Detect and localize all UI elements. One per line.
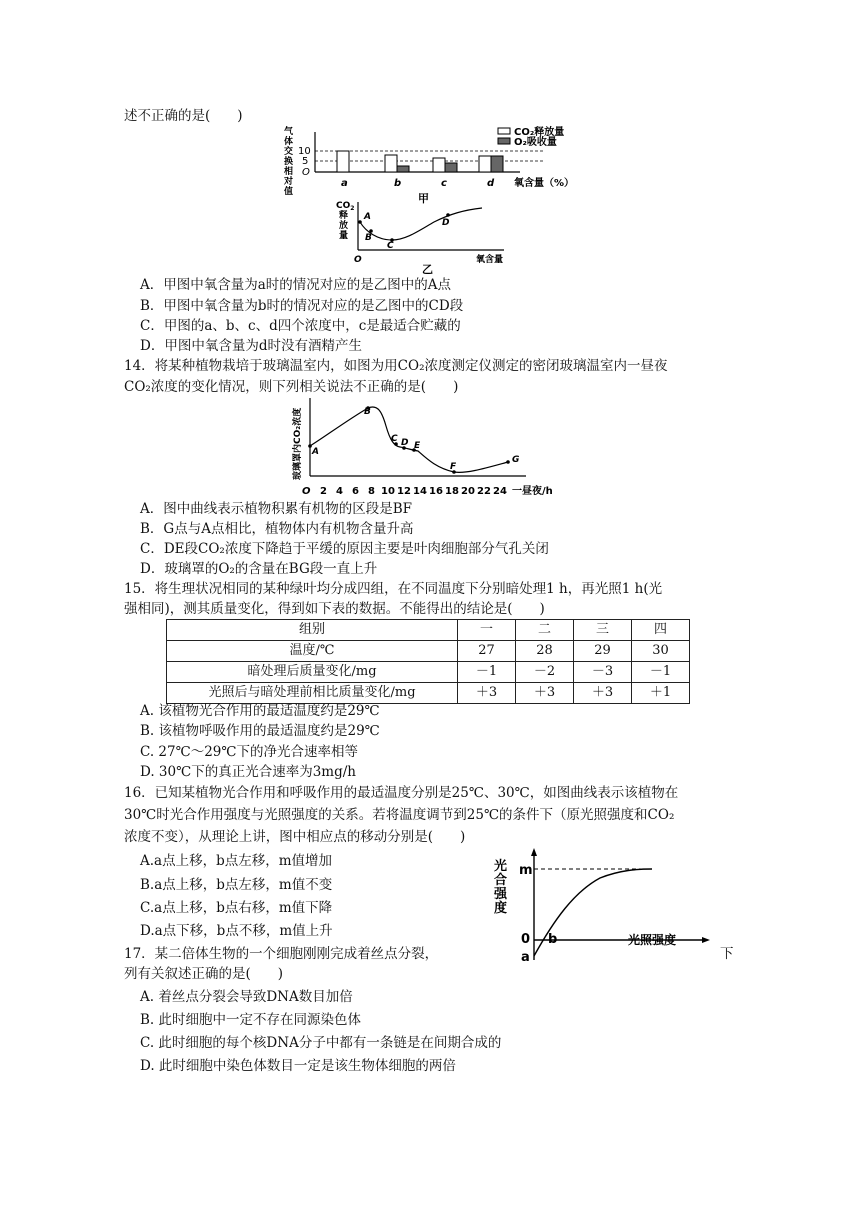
jia-tick-0: O [302,167,310,178]
q14-line1: 14．将某种植物栽培于玻璃温室内，如图为用CO₂浓度测定仪测定的密闭玻璃温室内一昼夜 [124,358,668,374]
svg-text:10: 10 [381,486,395,497]
q16-option-c: C.a点上移，b点右移，m值下降 [140,900,333,916]
q14-line2: CO₂浓度的变化情况，则下列相关说法不正确的是( ) [124,379,459,395]
q15-option-a: A. 该植物光合作用的最适温度约是29℃ [140,703,380,719]
q16-option-d: D.a点下移，b点不移，m值上升 [140,923,333,939]
svg-text:16: 16 [429,486,443,497]
table-cell: －1 [632,662,690,683]
q14-ylabel: 玻璃罩内CO₂浓度 [293,407,303,480]
jia-ylabel: 气体交换相对值 [284,127,294,197]
jia-legend-o2: O₂吸收量 [514,137,557,148]
q14-option-c: C．DE段CO₂浓度下降趋于平缓的原因主要是叶肉细胞部分气孔关闭 [140,541,549,557]
svg-text:释: 释 [339,211,349,221]
q14-option-a: A．图中曲线表示植物积累有机物的区段是BF [140,501,413,517]
q13-option-d: D．甲图中氧含量为d时没有酒精产生 [140,338,362,354]
figure-q16 [492,848,712,964]
table-cell: 二 [516,620,574,641]
jia-cat-a: a [341,178,348,189]
figure-q14 [286,396,576,500]
yi-origin: O [354,255,362,265]
table-cell: 29 [574,641,632,662]
q17-line2: 列有关叙述正确的是( ) [124,966,284,982]
jia-bar-d-o2 [491,156,503,172]
yi-point-A: A [364,212,371,222]
figure-yi [334,200,524,274]
jia-caption: 甲 [418,192,429,205]
svg-text:22: 22 [477,486,491,497]
table-cell: 组别 [167,620,458,641]
jia-tick-10: 10 [298,146,311,157]
table-cell: ＋3 [574,683,632,704]
q15-option-d: D. 30℃下的真正光合速率为3mg/h [140,764,356,780]
table-row [167,620,690,641]
svg-text:20: 20 [461,486,475,497]
q16-ylabel-4: 度 [494,901,508,916]
svg-text:8: 8 [368,486,375,497]
q14-point-G: G [512,455,520,465]
q15-line2: 强相同)，测其质量变化，得到如下表的数据。不能得出的结论是( ) [124,601,545,617]
jia-bar-b-o2 [397,166,409,172]
svg-text:CO2: $CO_2$ [336,201,355,212]
q13-option-c: C．甲图的a、b、c、d四个浓度中，c是最适合贮藏的 [140,318,461,334]
q16-label-b: b [548,932,558,947]
svg-text:12: 12 [397,486,411,497]
table-cell: 光照后与暗处理前相比质量变化/mg [167,683,458,704]
table-row [167,641,690,662]
yi-point-C: C [387,241,394,251]
q16-option-a: A.a点上移，b点左移，m值增加 [140,853,333,869]
yi-caption: 乙 [422,263,433,276]
jia-legend-co2: CO₂释放量 [514,127,565,138]
table-cell: 一 [458,620,516,641]
q16-line1: 16．已知某植物光合作用和呼吸作用的最适温度分别是25℃、30℃，如图曲线表示该植物在 [124,785,679,801]
table-cell: 28 [516,641,574,662]
q16-option-b: B.a点上移，b点左移，m值不变 [140,877,333,893]
q14-origin: O [302,486,311,497]
svg-text:4: 4 [336,486,343,497]
q17-line1-end: 下 [720,946,734,962]
table-cell: －3 [574,662,632,683]
q16-line2: 30℃时光合作用强度与光照强度的关系。若将温度调节到25℃的条件下（原光照强度和CO₂ [124,807,675,823]
q16-label-m: m [519,863,533,878]
q14-option-b: B．G点与A点相比，植物体内有机物含量升高 [140,521,414,537]
q14-point-A: A [312,447,319,457]
q16-ylabel-3: 强 [494,887,508,902]
yi-point-D: D [442,218,450,228]
q16-ylabel-1: 光 [494,859,508,874]
q14-point-B: B [364,407,371,417]
table-cell: －2 [516,662,574,683]
table-cell: 三 [574,620,632,641]
svg-text:2: 2 [320,486,327,497]
q16-xlabel: 光照强度 [628,933,677,947]
jia-tick-5: 5 [302,156,309,167]
table-cell: ＋3 [458,683,516,704]
q15-table [166,619,690,704]
svg-text:量: 量 [339,231,349,241]
table-cell: 27 [458,641,516,662]
svg-text:6: 6 [352,486,359,497]
yi-xlabel: 氧含量 [476,255,504,265]
q14-point-E: E [414,441,421,451]
yi-point-B: B [365,233,372,243]
jia-bar-a-co2 [337,151,349,172]
table-cell: －1 [458,662,516,683]
q14-option-d: D．玻璃罩的O₂的含量在BG段一直上升 [140,561,378,577]
q16-label-a: a [521,950,530,965]
svg-text:14: 14 [413,486,427,497]
table-cell: ＋3 [516,683,574,704]
jia-cat-b: b [394,178,402,189]
q13-option-b: B．甲图中氧含量为b时的情况对应的是乙图中的CD段 [140,298,464,314]
q16-ylabel-2: 合 [494,873,508,888]
jia-bar-c-o2 [445,163,457,172]
table-row [167,662,690,683]
q14-point-D: D [401,438,409,448]
q17-option-d: D. 此时细胞中染色体数目一定是该生物体细胞的两倍 [140,1058,456,1074]
table-cell: ＋1 [632,683,690,704]
figure-jia [280,124,610,204]
jia-bar-c-co2 [433,158,445,172]
q14-point-F: F [450,462,457,472]
q13-option-a: A．甲图中氧含量为a时的情况对应的是乙图中的A点 [140,277,452,293]
table-cell: 温度/℃ [167,641,458,662]
q15-option-b: B. 该植物呼吸作用的最适温度约是29℃ [140,723,380,739]
q17-option-a: A. 着丝点分裂会导致DNA数目加倍 [140,989,353,1005]
q14-point-C: C [391,434,398,444]
svg-text:放: 放 [339,221,349,231]
q16-line3: 浓度不变），从理论上讲，图中相应点的移动分别是( ) [124,829,466,845]
q17-option-b: B. 此时细胞中一定不存在同源染色体 [140,1012,362,1028]
table-cell: 30 [632,641,690,662]
table-cell: 暗处理后质量变化/mg [167,662,458,683]
q13-stem-end: 述不正确的是( ) [124,108,243,124]
svg-text:24: 24 [493,486,507,497]
jia-cat-d: d [487,178,495,189]
jia-cat-c: c [441,178,447,189]
q14-xlabel: 一昼夜/h [512,486,553,497]
q17-line1: 17．某二倍体生物的一个细胞刚刚完成着丝点分裂， [124,946,439,962]
table-cell: 四 [632,620,690,641]
jia-bar-b-co2 [385,155,397,172]
q16-label-0: 0 [521,932,531,947]
jia-xlabel: 氧含量（%） [514,178,575,189]
q17-option-c: C. 此时细胞的每个核DNA分子中都有一条链是在间期合成的 [140,1035,502,1051]
q15-option-c: C. 27℃～29℃下的净光合速率相等 [140,744,358,760]
jia-bar-d-co2 [479,156,491,172]
q15-line1: 15．将生理状况相同的某种绿叶均分成四组，在不同温度下分别暗处理1 h，再光照1 h(光 [124,581,663,597]
svg-text:18: 18 [445,486,459,497]
